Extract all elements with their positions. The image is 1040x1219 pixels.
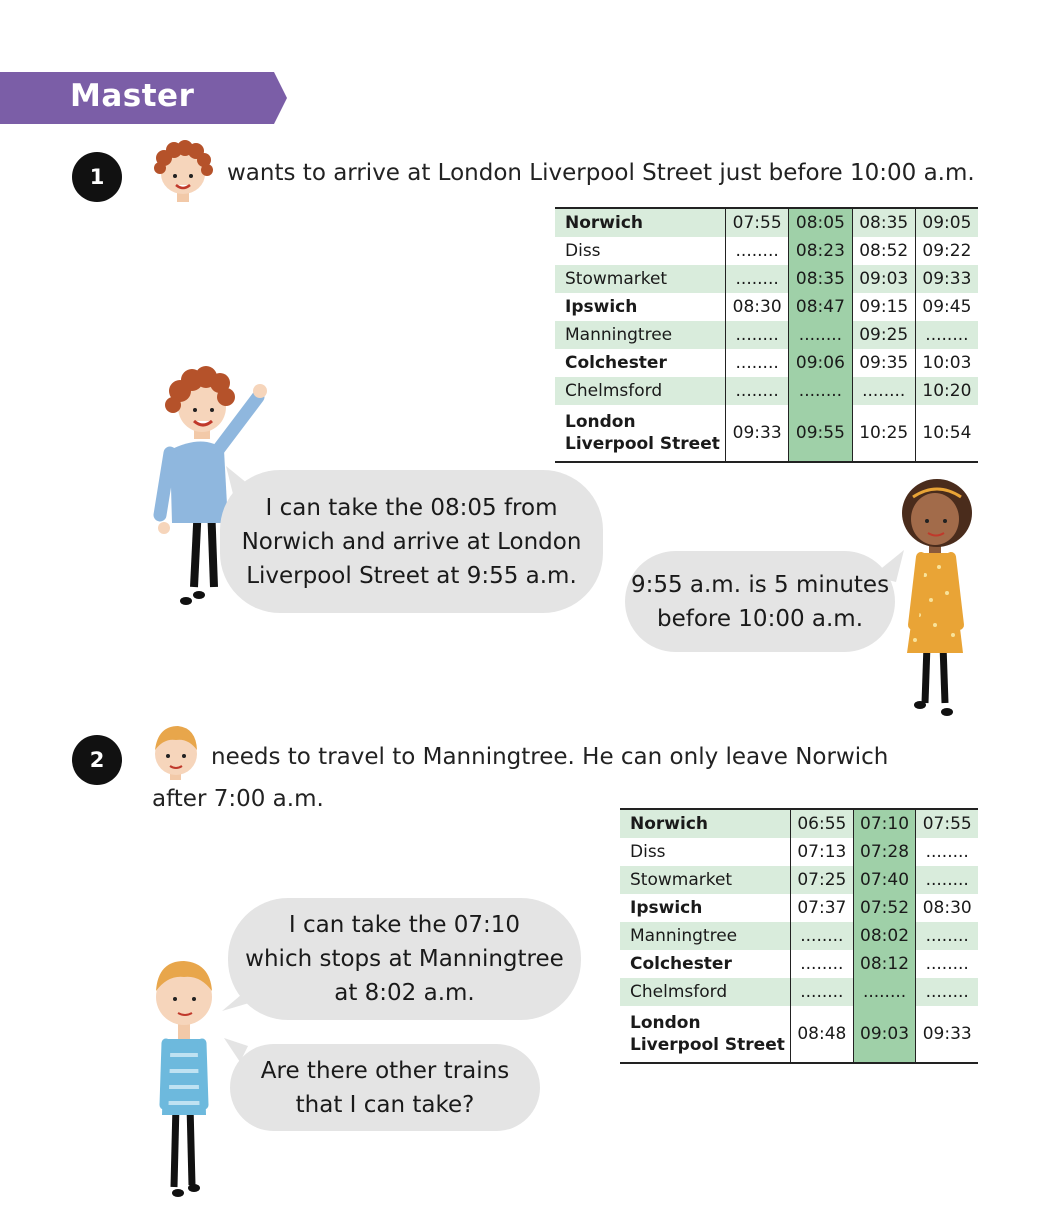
departure-time: 07:55 [726, 208, 789, 237]
departure-time: ........ [915, 321, 978, 349]
departure-time: ........ [853, 978, 916, 1006]
question-number-2: 2 [72, 735, 122, 785]
departure-time: 07:52 [853, 894, 916, 922]
departure-time: 08:35 [852, 208, 915, 237]
question-number-1: 1 [72, 152, 122, 202]
station-name: Chelmsford [620, 978, 791, 1006]
station-name: Stowmarket [555, 265, 726, 293]
departure-time: ........ [726, 349, 789, 377]
departure-time: 07:13 [791, 838, 854, 866]
bubble-line: 9:55 a.m. is 5 minutes [630, 571, 890, 598]
timetable-row [620, 950, 978, 978]
departure-time: ........ [726, 377, 789, 405]
timetable-row [620, 978, 978, 1006]
departure-time: 09:35 [852, 349, 915, 377]
station-name [620, 1006, 791, 1063]
station-name-line: Liverpool Street [565, 434, 720, 454]
departure-time: 08:05 [789, 208, 852, 237]
departure-time: 07:55 [916, 809, 978, 838]
bubble-line: Are there other trains [260, 1057, 510, 1084]
departure-time: 10:20 [915, 377, 978, 405]
bubble-line: at 8:02 a.m. [334, 980, 475, 1006]
departure-time: 09:22 [915, 237, 978, 265]
bubble-line: which stops at Manningtree [245, 946, 564, 972]
station-name: Norwich [620, 809, 791, 838]
timetable-row [620, 1006, 978, 1063]
departure-time: 09:05 [915, 208, 978, 237]
station-name: Ipswich [630, 898, 703, 918]
question-1-text: wants to arrive at London Liverpool Street just before 10:00 a.m. [227, 160, 975, 186]
departure-time: ........ [789, 321, 852, 349]
departure-time: 08:30 [916, 894, 978, 922]
departure-time: 09:55 [789, 405, 852, 462]
curly-boy-avatar [150, 140, 216, 206]
departure-time: ........ [791, 978, 854, 1006]
timetable-row [555, 237, 978, 265]
station-name-line: London [565, 412, 636, 432]
departure-time: 08:12 [853, 950, 916, 978]
timetable-row [555, 377, 978, 405]
bubble-line: I can take the 08:05 from [265, 494, 558, 521]
departure-time: 08:30 [726, 293, 789, 321]
departure-time: ........ [916, 978, 978, 1006]
timetable-1 [555, 207, 978, 463]
departure-time: 07:37 [791, 894, 854, 922]
bubble-line: before 10:00 a.m. [656, 605, 864, 632]
timetable-row [620, 894, 978, 922]
bubble-line: I can take the 07:10 [288, 912, 521, 938]
departure-time: 09:33 [915, 265, 978, 293]
bubble-line: Norwich and arrive at London [241, 528, 582, 555]
departure-time: ........ [791, 950, 854, 978]
bubble-line: that I can take? [295, 1091, 475, 1118]
question-2-text-line1: needs to travel to Manningtree. He can only leave Norwich [211, 744, 889, 770]
departure-time: 09:03 [853, 1006, 916, 1063]
timetable-row [555, 208, 978, 237]
station-name: Norwich [555, 208, 726, 237]
section-title: Master [70, 78, 195, 114]
station-name: Stowmarket [620, 866, 791, 894]
question-2-text-line2: after 7:00 a.m. [152, 786, 324, 812]
station-name: Diss [565, 241, 601, 261]
departure-time: ........ [916, 866, 978, 894]
departure-time: ........ [791, 922, 854, 950]
timetable-row [555, 293, 978, 321]
timetable-row [620, 809, 978, 838]
section-banner [0, 72, 287, 124]
station-name: Manningtree [620, 922, 791, 950]
departure-time: ........ [789, 377, 852, 405]
departure-time: 08:48 [791, 1006, 854, 1063]
departure-time: ........ [852, 377, 915, 405]
departure-time: 08:23 [789, 237, 852, 265]
departure-time: ........ [726, 265, 789, 293]
speech-bubble-girl [625, 551, 895, 652]
timetable-row [620, 866, 978, 894]
timetable-row [620, 838, 978, 866]
departure-time: 09:03 [852, 265, 915, 293]
station-name: Diss [630, 842, 666, 862]
station-name [555, 405, 726, 462]
girl-figure [895, 475, 985, 720]
station-name: Colchester [630, 954, 732, 974]
departure-time: 08:35 [789, 265, 852, 293]
station-name: Ipswich [565, 297, 638, 317]
timetable-row [555, 265, 978, 293]
departure-time: 10:03 [915, 349, 978, 377]
departure-time: 07:25 [791, 866, 854, 894]
departure-time: 09:06 [789, 349, 852, 377]
departure-time: 07:40 [853, 866, 916, 894]
station-name: Chelmsford [555, 377, 726, 405]
timetable-row [620, 922, 978, 950]
timetable-row [555, 349, 978, 377]
station-name: Colchester [565, 353, 667, 373]
departure-time: 07:10 [853, 809, 916, 838]
departure-time: 08:47 [789, 293, 852, 321]
departure-time: ........ [726, 321, 789, 349]
speech-bubble-boy-2-bottom [230, 1044, 540, 1131]
departure-time: 09:25 [852, 321, 915, 349]
departure-time: ........ [916, 838, 978, 866]
bubble-line: Liverpool Street at 9:55 a.m. [246, 562, 577, 589]
departure-time: ........ [916, 950, 978, 978]
departure-time: ........ [916, 922, 978, 950]
departure-time: 07:28 [853, 838, 916, 866]
departure-time: 09:33 [726, 405, 789, 462]
departure-time: 10:54 [915, 405, 978, 462]
departure-time: ........ [726, 237, 789, 265]
timetable-row [555, 321, 978, 349]
departure-time: 08:02 [853, 922, 916, 950]
departure-time: 06:55 [791, 809, 854, 838]
departure-time: 09:45 [915, 293, 978, 321]
departure-time: 10:25 [852, 405, 915, 462]
blond-boy-avatar [150, 722, 202, 784]
speech-bubble-boy-2-top [228, 898, 581, 1020]
station-name-line: Liverpool Street [630, 1035, 785, 1055]
speech-bubble-boy-1 [220, 470, 603, 613]
departure-time: 09:15 [852, 293, 915, 321]
station-name: Manningtree [555, 321, 726, 349]
station-name-line: London [630, 1013, 701, 1033]
blond-boy-figure [148, 955, 223, 1200]
timetable-2 [620, 808, 978, 1064]
timetable-row [555, 405, 978, 462]
departure-time: 09:33 [916, 1006, 978, 1063]
departure-time: 08:52 [852, 237, 915, 265]
